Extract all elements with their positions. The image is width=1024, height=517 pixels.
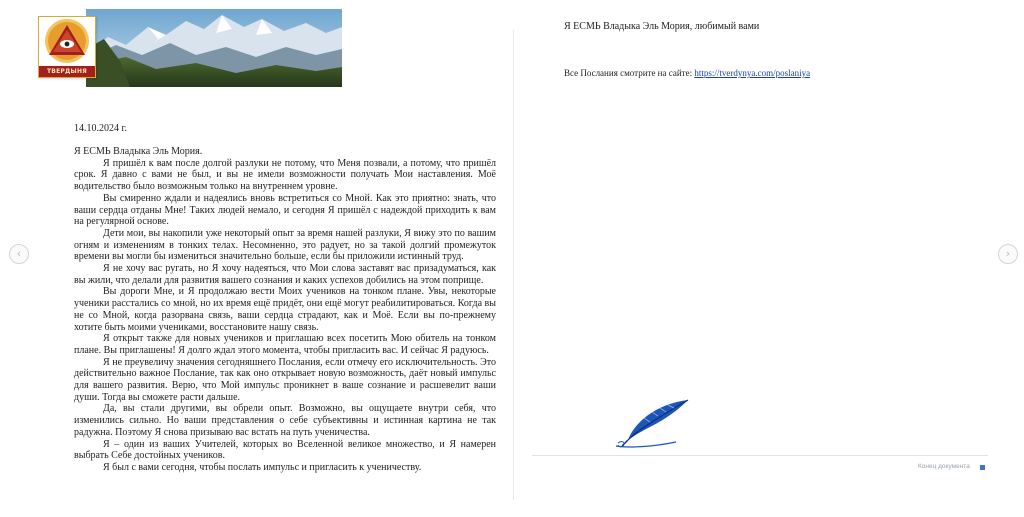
letter-paragraph: Вы смиренно ждали и надеялись вновь встретиться со Мной. Как это приятно: знать, что ваши сердца отданы Мне! Таких людей немало, и сегодня Я пришёл с надеждой приходить к вам на регулярной основе. — [74, 192, 496, 228]
letter-paragraph: Вы дороги Мне, и Я продолжаю вести Моих учеников на тонком плане. Увы, некоторые ученики расстались со мной, но их время ещё придёт, они ещё могут реабилитироваться. Когда вы не со Мной, когда разорвана связь, ваши сердца страдают, как и Моё. Если вы по-прежнему хотите быть моими учениками, восстановите нашу связь. — [74, 286, 496, 333]
end-of-document-rule — [532, 455, 988, 456]
end-of-document-label: Конец документа — [918, 463, 970, 470]
eye-in-triangle-icon — [39, 17, 95, 67]
logo-caption: ТВЕРДЫНЯ — [39, 66, 95, 77]
letter-paragraph: Я не преувеличу значения сегодняшнего Послания, если отмечу его исключительность. Это действительно важное Послание, так как оно открывает новую возможность, даёт новый импульс для вашего развития. Верю, что Мой импульс проникнет в ваше сознание и расшевелит ваши души. Тогда вы сможете расти дальше. — [74, 356, 496, 403]
letter-paragraph: Я – один из ваших Учителей, которых во Вселенной великое множество, и Я намерен выбрать Себе достойных учеников. — [74, 438, 496, 462]
site-reference-label: Все Послания смотрите на сайте: — [564, 68, 695, 78]
letter-paragraph: Да, вы стали другими, вы обрели опыт. Возможно, вы ощущаете внутри себя, что изменились сильно. Но ваши представления о себе субъективны и истинная картина не так радужна. Поэтому Я снова призываю вас встать на путь ученичества. — [74, 403, 496, 438]
tverdynya-logo — [38, 16, 96, 78]
mountain-banner-image — [86, 9, 342, 87]
quill-feather-icon — [612, 398, 690, 450]
end-of-document-square-icon — [980, 465, 985, 470]
letter-body — [74, 146, 496, 474]
signature-line: Я ЕСМЬ Владыка Эль Мория, любимый вами — [564, 21, 760, 32]
site-reference — [564, 68, 810, 78]
page-right — [514, 0, 994, 517]
letter-paragraph: Я был с вами сегодня, чтобы послать импульс и пригласить к ученичеству. — [103, 461, 422, 473]
letter-paragraph: Я ЕСМЬ Владыка Эль Мория. — [74, 146, 203, 157]
previous-page-button[interactable] — [9, 244, 29, 264]
chevron-left-icon: ‹ — [16, 247, 22, 260]
chevron-right-icon: › — [1005, 247, 1011, 260]
letter-paragraph: Дети мои, вы накопили уже некоторый опыт за время нашей разлуки, Я вижу это по вашим огням и изменениям в тонких телах. Несомненно, это радует, но за такой долгий промежуток времени вы могли бы измениться значительно больше, если бы приложили истинный труд. — [74, 227, 496, 263]
letter-date: 14.10.2024 г. — [74, 123, 127, 134]
next-page-button[interactable] — [998, 244, 1018, 264]
page-left — [30, 0, 514, 517]
letter-paragraph: Я пришёл к вам после долгой разлуки не потому, что Меня позвали, а потому, что пришёл срок. Я давно с вами не был, и вы не имели возможности получать Мои наставления. Моё водительство было возможным только на внутреннем уровне. — [74, 157, 496, 193]
letter-paragraph: Я открыт также для новых учеников и приглашаю всех посетить Мою обитель на тонком плане. Вы приглашены! Я долго ждал этого момента, чтобы пригласить вас. И сейчас Я радуюсь. — [74, 333, 496, 356]
letter-paragraph: Я не хочу вас ругать, но Я хочу надеяться, что Мои слова заставят вас призадуматься, как вы жили, что делали для развития вашего сознания и каких успехов добились на этом поприще. — [74, 263, 496, 286]
site-link[interactable]: https://tverdynya.com/poslaniya — [694, 68, 811, 78]
